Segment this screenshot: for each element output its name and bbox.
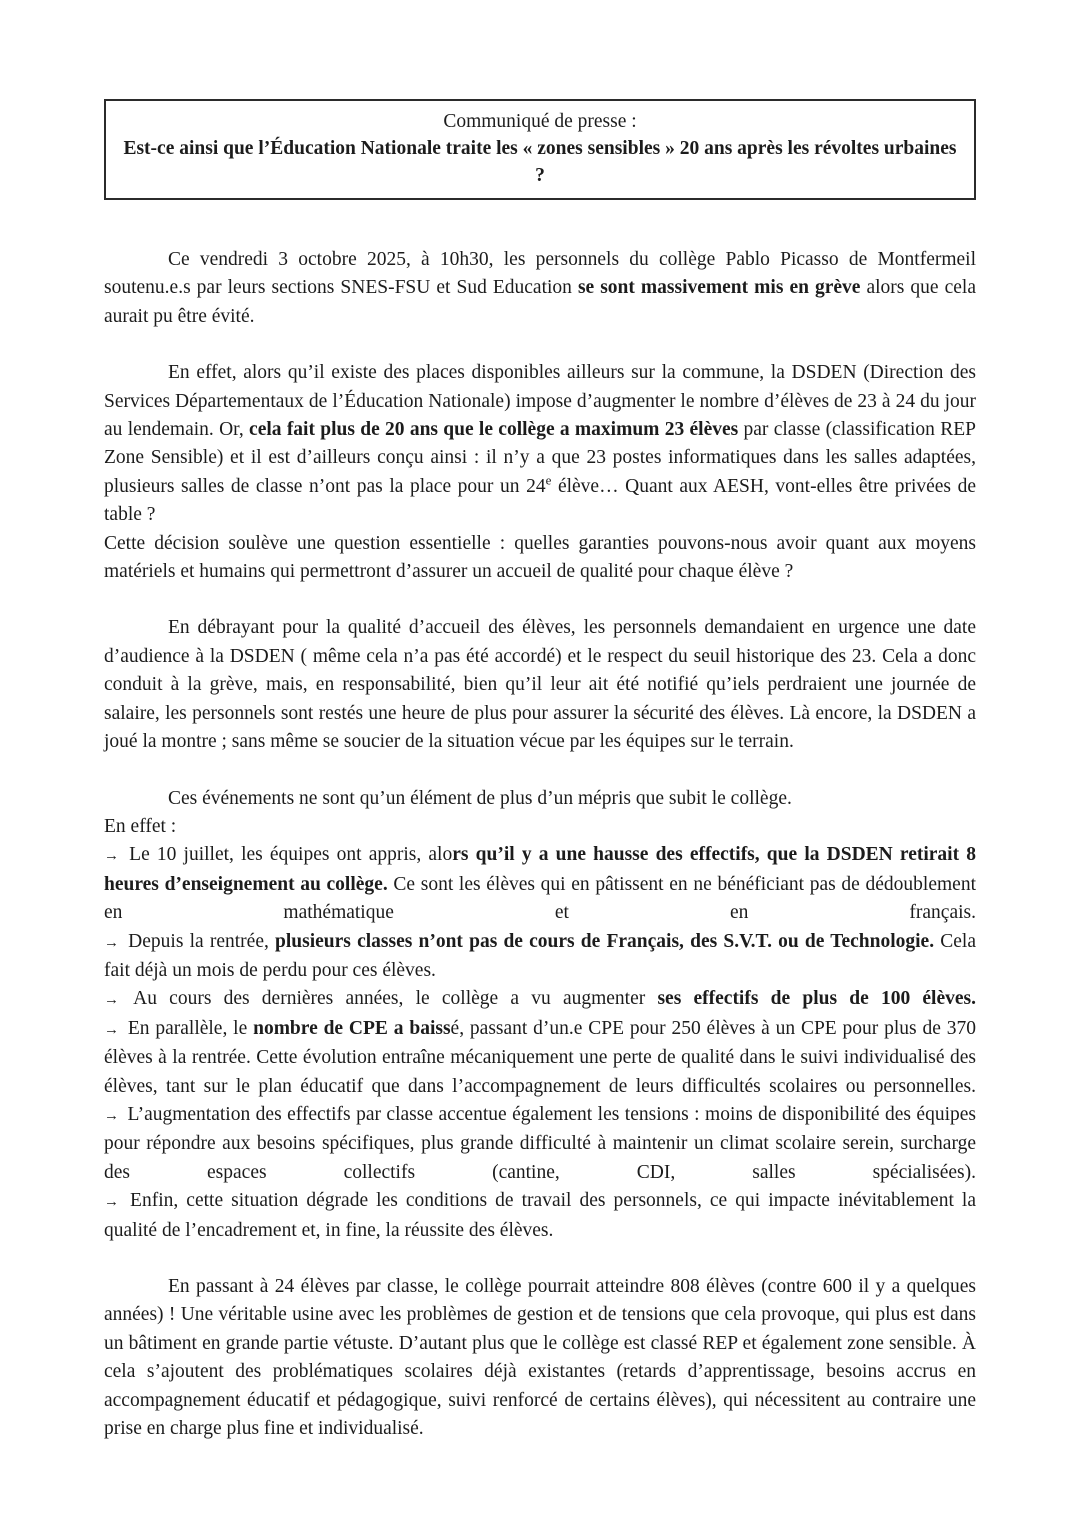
paragraph-dsden-decision: [104, 359, 976, 529]
grievance-item: [104, 1101, 976, 1187]
document-kicker: Communiqué de presse :: [443, 111, 637, 132]
paragraph-strike-context: En débrayant pour la qualité d’accueil des élèves, les personnels demandaient en urgence une date d’audience à la DSDEN ( même cela n’a pas été accordé) et le respect du seuil historique des 23. Cela a donc conduit à la grève, mais, en responsabilité, bien qu’il leur ait été notifié qu’iels perdraient une journée de salaire, les personnels sont restés une heure de plus pour assurer la sécurité des élèves. Là encore, la DSDEN a joué la montre ; sans même se soucier de la situation vécue par les équipes sur le terrain.: [104, 617, 976, 753]
text-run: Le 10 juillet, les équipes ont appris, alo: [122, 844, 453, 866]
text-run-bold: ses effectifs de plus de 100 élèves.: [657, 988, 976, 1010]
text-run: é, passant d’un.e CPE pour 250 élèves à un CPE pour plus de 370 élèves à la rentrée. Cette évolution entraîne mécaniquement une perte de qualité dans le suivi individualisé des élèves, tant sur le plan éducatif que dans l’accompagnement de leurs difficultés scolaires ou personnelles.: [104, 1017, 976, 1097]
text-run-bold: nombre de CPE a baiss: [253, 1017, 451, 1039]
text-run: L’augmentation des effectifs par classe accentue également les tensions : moins de disponibilité des équipes pour répondre aux besoins spécifiques, plus grande difficulté à maintenir un climat scolaire serein, surcharge des espaces collectifs (cantine, CDI, salles spécialisées).: [104, 1103, 976, 1183]
text-run: Ce sont les élèves qui en pâtissent en ne bénéficiant pas de dédoublement en mathématique et en français.: [104, 873, 976, 924]
grievance-item: [104, 1187, 976, 1245]
text-run: En effet, alors qu’il existe des places disponibles ailleurs sur la commune, la DSDEN (Direction des Services Départementaux de l’Éducation Nationale) impose d’augmenter le nombre d’élèves de 23 à 24 du jour au lendemain. Or,: [104, 362, 976, 441]
grievances-lead: En effet :: [104, 815, 177, 837]
paragraph-opening: [104, 246, 976, 331]
grievance-item: [104, 1015, 976, 1101]
text-run: Depuis la rentrée,: [122, 930, 276, 952]
grievance-item: [104, 928, 976, 986]
grievance-item: [104, 841, 976, 927]
arrow-bullet-icon: →: [104, 1021, 119, 1038]
text-run-bold: se sont massivement mis en grève: [577, 277, 861, 299]
arrow-bullet-icon: →: [104, 934, 119, 951]
text-run-bold: plusieurs classes n’ont pas de cours de Français, des S.V.T. ou de Technologie.: [275, 930, 935, 952]
paragraph-conclusion: En passant à 24 élèves par classe, le collège pourrait atteindre 808 élèves (contre 600 il y a quelques années) ! Une véritable usine avec les problèmes de gestion et de tensions que cela provoque, qui plus est dans un bâtiment en grande partie vétuste. D’autant plus que le collège est classé REP et également zone sensible. À cela s’ajoutent des problématiques scolaires déjà existantes (retards d’apprentissage, besoins accrus en accompagnement éducatif et pédagogique, suivi renforcé de certains élèves), qui nécessitent au contraire une prise en charge plus fine et individualisé.: [104, 1276, 976, 1440]
text-run: Enfin, cette situation dégrade les conditions de travail des personnels, ce qui impacte inévitablement la qualité de l’encadrement et, in fine, la réussite des élèves.: [104, 1190, 976, 1241]
text-run: par classe (classification REP Zone Sensible) et il est d’ailleurs conçu ainsi : il n’y a que 23 postes informatiques dans les salles adaptées, plusieurs salles de classe n’ont pas la place pour un 24: [104, 419, 976, 497]
arrow-bullet-icon: →: [104, 848, 119, 865]
text-run: Ce vendredi 3 octobre 2025, à 10h30, les personnels du collège Pablo Picasso de Montfermeil soutenu.e.s par leurs sections SNES-FSU et Sud Education: [104, 249, 976, 299]
arrow-bullet-icon: →: [104, 1194, 119, 1211]
arrow-bullet-icon: →: [104, 992, 119, 1009]
text-run: alors que cela aurait pu être évité.: [104, 277, 976, 327]
arrow-bullet-icon: →: [104, 1107, 119, 1124]
text-run: Au cours des dernières années, le collège a vu augmenter: [122, 988, 658, 1010]
text-run: élève… Quant aux AESH, vont-elles être privées de table ?: [104, 475, 976, 526]
ordinal-superscript: e: [545, 472, 552, 488]
paragraph-decision-question: Cette décision soulève une question essentielle : quelles garanties pouvons-nous avoir quant aux moyens matériels et humains qui permettront d’assurer un accueil de qualité pour chaque élève ?: [104, 532, 976, 583]
text-run: Cela fait déjà un mois de perdu pour ces élèves.: [104, 930, 977, 981]
paragraph-grievances-intro: Ces événements ne sont qu’un élément de plus d’un mépris que subit le collège.: [168, 787, 792, 809]
grievance-item: [104, 985, 976, 1014]
text-run: En parallèle, le: [122, 1017, 254, 1039]
text-run-bold: cela fait plus de 20 ans que le collège a maximum 23 élèves: [249, 419, 739, 441]
document-title: Est-ce ainsi que l’Éducation Nationale traite les « zones sensibles » 20 ans après les révoltes urbaines ?: [123, 138, 957, 186]
text-run-bold: rs qu’il y a une hausse des effectifs, que la DSDEN retirait 8 heures d’enseignement au collège.: [104, 844, 977, 895]
press-release-header-box: [104, 99, 976, 200]
